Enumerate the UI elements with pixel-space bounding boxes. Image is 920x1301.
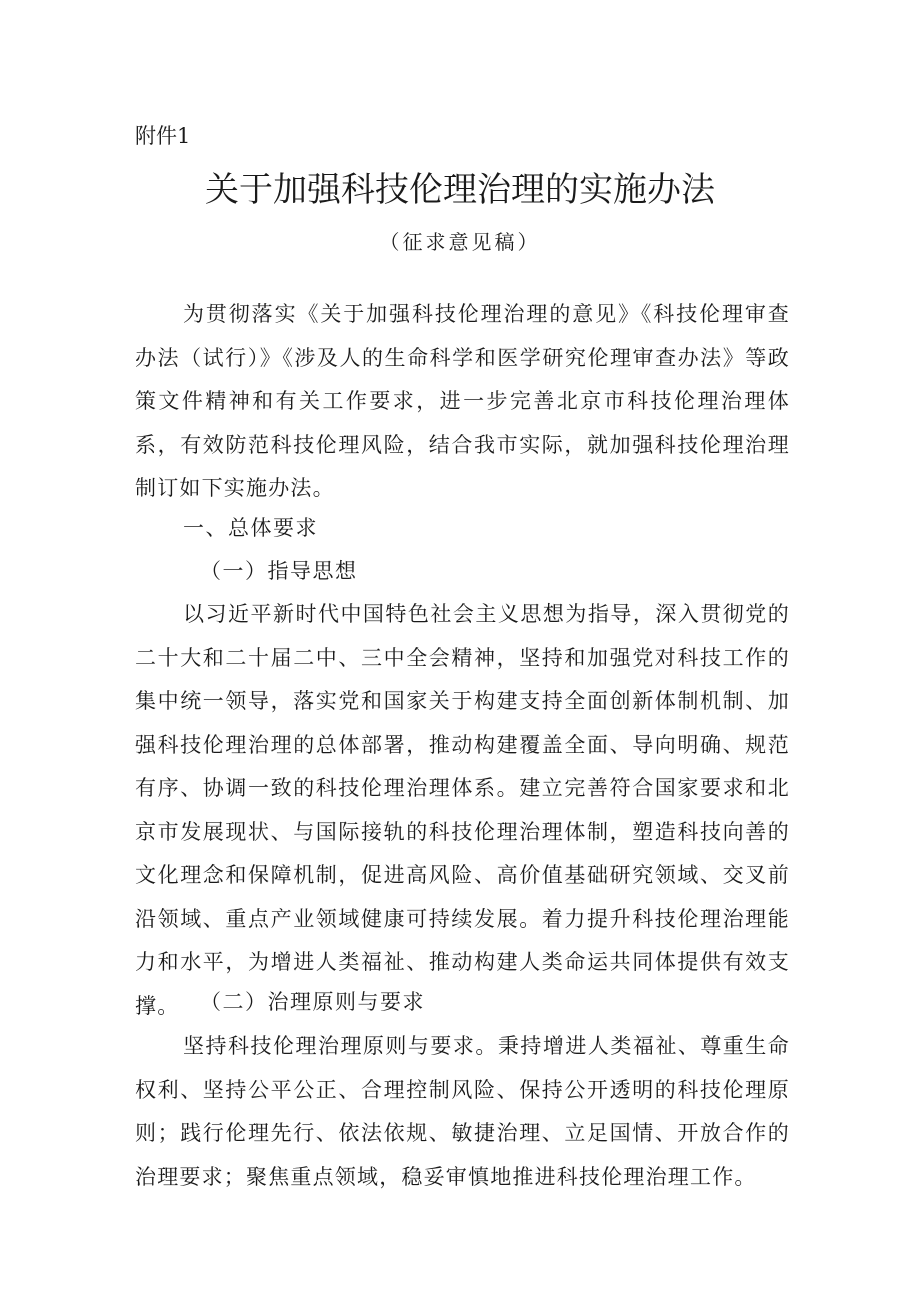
subsection-heading-guiding-ideology: （一）指导思想 <box>200 559 358 583</box>
attachment-label: 附件1 <box>135 124 191 148</box>
guiding-ideology-paragraph: 以习近平新时代中国特色社会主义思想为指导，深入贯彻党的二十大和二十届二中、三中全会精神，坚持和加强党对科技工作的集中统一领导，落实党和国家关于构建支持全面创新体制机制、加强科技伦理治理的总体部署，推动构建覆盖全面、导向明确、规范有序、协调一致的科技伦理治理体系。建立完善符合国家要求和北京市发展现状、与国际接轨的科技伦理治理体制，塑造科技向善的文化理念和保障机制，促进高风险、高价值基础研究领域、交叉前沿领域、重点产业领域健康可持续发展。着力提升科技伦理治理能力和水平，为增进人类福祉、推动构建人类命运共同体提供有效支撑。 <box>135 602 790 1018</box>
document-title: 关于加强科技伦理治理的实施办法 <box>205 170 715 210</box>
document-subtitle: （征求意见稿） <box>379 230 541 254</box>
governance-principles-paragraph: 坚持科技伦理治理原则与要求。秉持增进人类福祉、尊重生命权利、坚持公平公正、合理控制风险、保持公开透明的科技伦理原则；践行伦理先行、依法依规、敏捷治理、立足国情、开放合作的治理要求；聚焦重点领域，稳妥审慎地推进科技伦理治理工作。 <box>135 1034 790 1189</box>
intro-paragraph: 为贯彻落实《关于加强科技伦理治理的意见》《科技伦理审查办法（试行）》《涉及人的生命科学和医学研究伦理审查办法》等政策文件精神和有关工作要求，进一步完善北京市科技伦理治理体系，有效防范科技伦理风险，结合我市实际，就加强科技伦理治理制订如下实施办法。 <box>135 302 790 500</box>
subsection-heading-governance-principles: （二）治理原则与要求 <box>200 990 425 1014</box>
section-heading-general-requirements: 一、总体要求 <box>183 516 318 540</box>
